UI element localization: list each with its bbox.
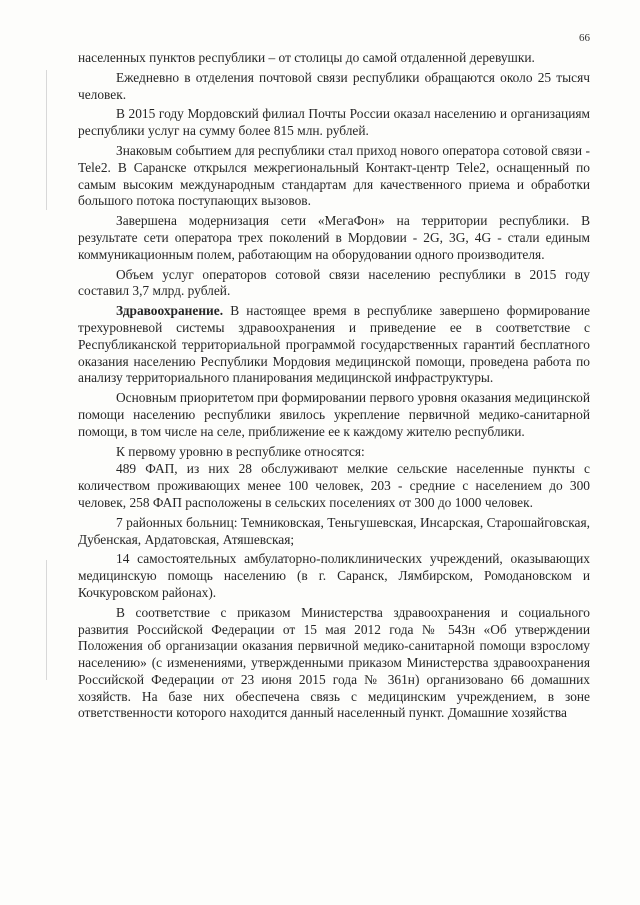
paragraph-text: В настоящее время в республике завершено формирование трехуровневой системы здравоохранения и приведение ее в соответствие с Республиканской территориальной программой государственных гарантий бесплатного оказания населению Республики Мордовия медицинской помощи, проведена работа по анализу территориального планирования медицинской инфраструктуры. [78,303,590,386]
section-heading-healthcare: Здравоохранение. [116,303,224,319]
paragraph: К первому уровню в республике относятся: [116,443,365,459]
paragraph: В 2015 году Мордовский филиал Почты России оказал населению и организациям республики услуг на сумму более 815 млн. рублей. [78,106,590,139]
paragraph: В соответствие с приказом Министерства здравоохранения и социального развития Российской Федерации от 15 мая 2012 года № 543н «Об утверждении Положения об организации оказания первичной медико-санитарной помощи взрослому населению» (с изменениями, утвержденными приказом Министерства здравоохранения Российской Федерации от 23 июня 2015 года № 361н) организовано 66 домашних хозяйств. На базе них обеспечена связь с медицинским учреждением, в зоне ответственности которого находится данный населенный пункт. Домашние хозяйства [78,604,590,721]
paragraph: Основным приоритетом при формировании первого уровня оказания медицинской помощи населению республики явилось укрепление первичной медико-санитарной помощи, в том числе на селе, приближение ее к каждому жителю республики. [78,390,590,439]
paragraph: 489 ФАП, из них 28 обслуживают мелкие сельские населенные пункты с количеством проживающих менее 100 человек, 203 - средние с населением до 300 человек, 258 ФАП расположены в сельских поселениях от 300 до 1000 человек. [78,461,590,510]
paragraph-healthcare [78,303,590,387]
paragraph: 14 самостоятельных амбулаторно-поликлинических учреждений, оказывающих медицинскую помощь населению (в г. Саранск, Лямбирском, Ромодановском и Кочкуровском районах). [78,551,590,600]
page-number: 66 [579,32,590,44]
paragraph: Завершена модернизация сети «МегаФон» на территории республики. В результате сети оператора трех поколений в Мордовии - 2G, 3G, 4G - стали единым коммуникационным полем, работающим на оборудовании одного производителя. [78,213,590,262]
paragraph: Объем услуг операторов сотовой связи населению республики в 2015 году составил 3,7 млрд. рублей. [78,266,590,299]
paragraph: Знаковым событием для республики стал приход нового оператора сотовой связи - Tele2. В Саранске открылся межрегиональный Контакт-центр Tele2, оснащенный по самым высоким международным стандартам для качественного приема и обработки большого потока поступающих вызовов. [78,142,590,209]
paragraph: населенных пунктов республики – от столицы до самой отдаленной деревушки. [78,50,535,65]
body-text[interactable] [78,50,590,725]
scan-edge-mark [46,560,47,680]
scan-edge-mark [46,70,47,210]
paragraph: Ежедневно в отделения почтовой связи республики обращаются около 25 тысяч человек. [78,69,590,102]
paragraph: 7 районных больниц: Темниковская, Теньгушевская, Инсарская, Старошайговская, Дубенская, Ардатовская, Атяшевская; [78,514,590,547]
